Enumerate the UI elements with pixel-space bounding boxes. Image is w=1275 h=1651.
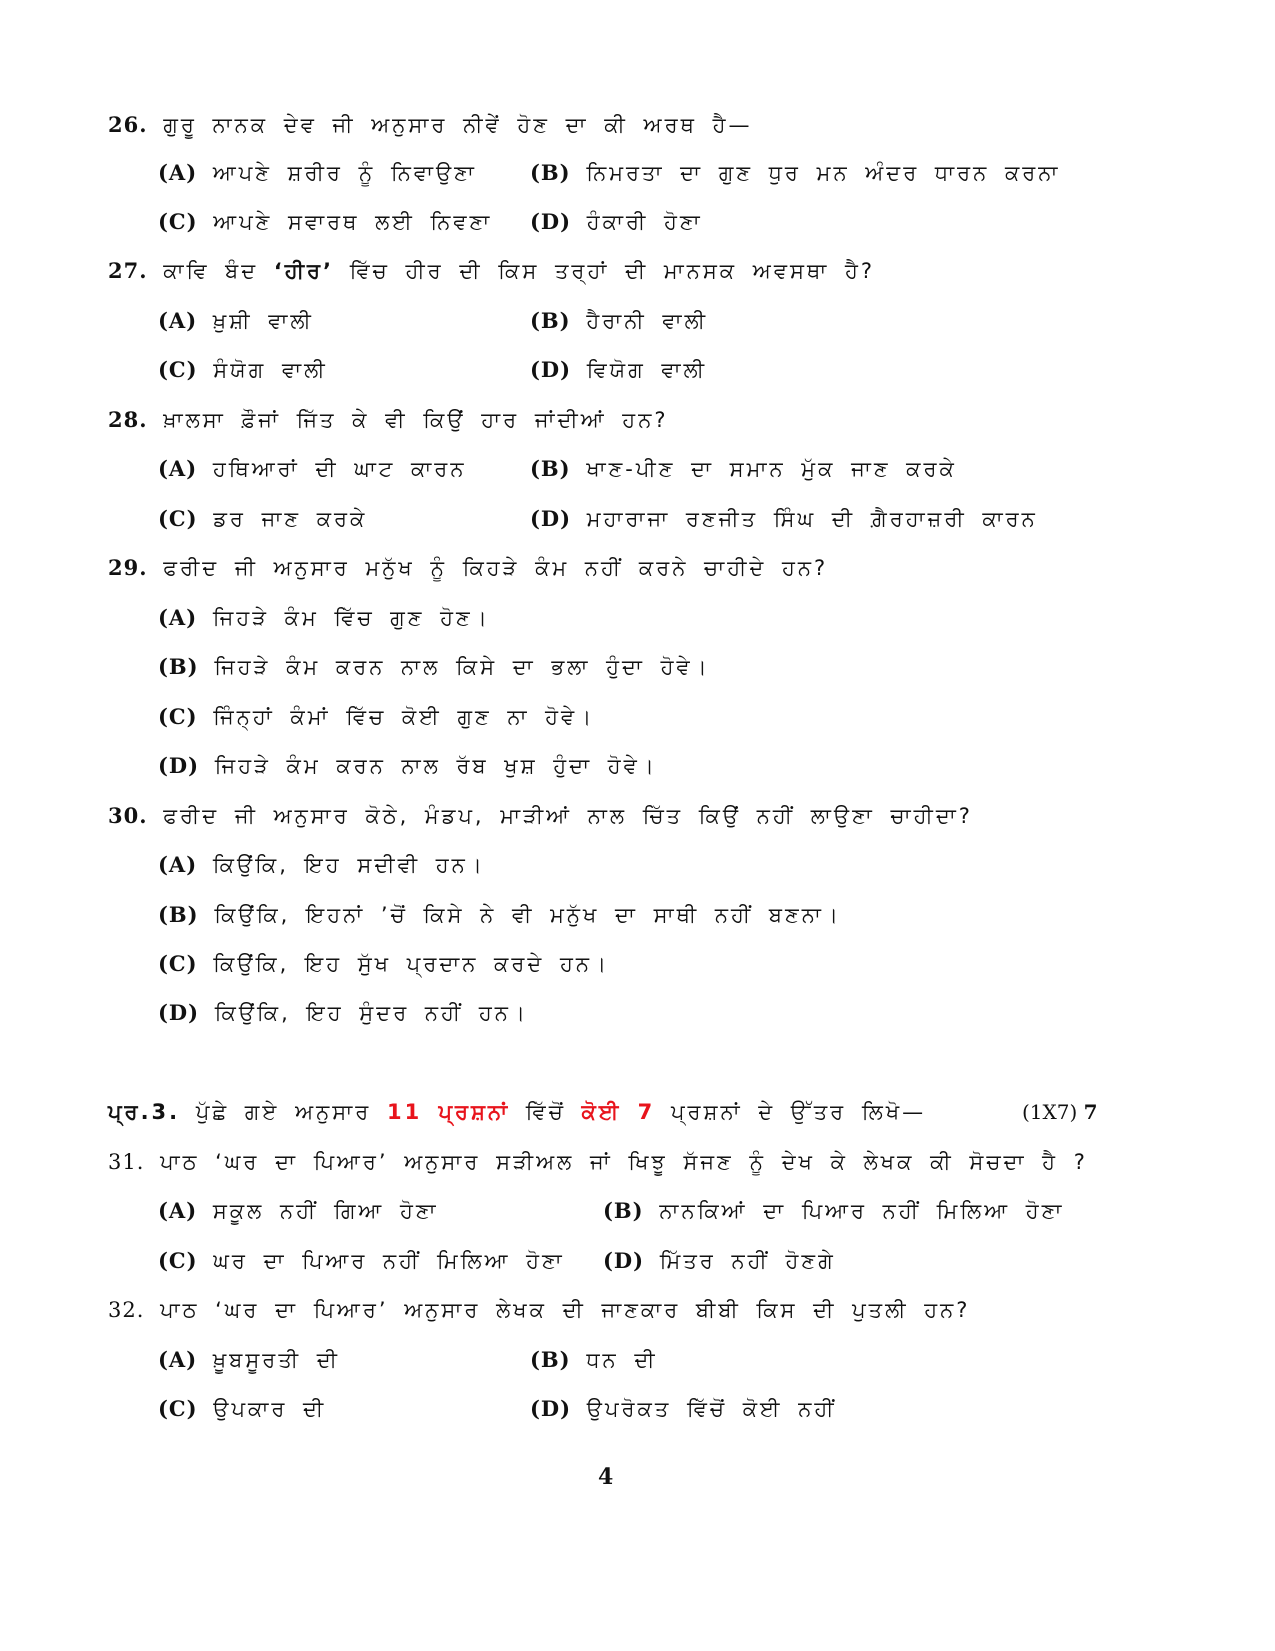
question-text-bold: ‘ਹੀਰ’ bbox=[273, 259, 335, 283]
option-26-b bbox=[530, 158, 1060, 188]
option-29-c bbox=[158, 702, 594, 732]
option-31-c bbox=[158, 1246, 565, 1276]
option-label: (A) bbox=[158, 605, 198, 630]
option-31-b bbox=[603, 1196, 1064, 1226]
option-27-d bbox=[530, 355, 707, 385]
option-27-a bbox=[158, 306, 314, 336]
option-label: (C) bbox=[158, 704, 198, 729]
option-label: (A) bbox=[158, 1347, 198, 1372]
question-31 bbox=[108, 1147, 1088, 1177]
section-prefix: ਪ੍ਰ.3. bbox=[108, 1100, 181, 1124]
option-label: (B) bbox=[158, 654, 199, 679]
question-number: 27. bbox=[108, 258, 148, 283]
option-label: (C) bbox=[158, 209, 198, 234]
option-text: ਵਿਯੋਗ ਵਾਲੀ bbox=[586, 358, 708, 382]
section-text-1: ਪੁੱਛੇ ਗਏ ਅਨੁਸਾਰ bbox=[180, 1100, 387, 1124]
option-label: (B) bbox=[530, 456, 571, 481]
question-text: ਫਰੀਦ ਜੀ ਅਨੁਸਾਰ ਕੋਠੇ, ਮੰਡਪ, ਮਾੜੀਆਂ ਨਾਲ ਚਿੱਤ ਕਿਉਂ ਨਹੀਂ ਲਾਉਣਾ ਚਾਹੀਦਾ? bbox=[163, 804, 973, 828]
option-label: (A) bbox=[158, 456, 198, 481]
marks-formula: (1X7) bbox=[1022, 1100, 1078, 1124]
option-label: (A) bbox=[158, 852, 198, 877]
option-text: ਖ਼ੁਸ਼ੀ ਵਾਲੀ bbox=[212, 309, 314, 333]
option-label: (B) bbox=[530, 1347, 571, 1372]
question-text: ਪਾਠ ‘ਘਰ ਦਾ ਪਿਆਰ’ ਅਨੁਸਾਰ ਲੇਖਕ ਦੀ ਜਾਣਕਾਰ ਬੀਬੀ ਕਿਸ ਦੀ ਪੁਤਲੀ ਹਨ? bbox=[160, 1298, 971, 1322]
option-label: (C) bbox=[158, 1396, 198, 1421]
question-text-pre: ਕਾਵਿ ਬੰਦ bbox=[163, 259, 274, 283]
option-label: (B) bbox=[603, 1198, 644, 1223]
question-number: 32. bbox=[108, 1298, 145, 1322]
option-text: ਸੰਯੋਗ ਵਾਲੀ bbox=[213, 358, 328, 382]
option-32-c bbox=[158, 1394, 326, 1424]
option-29-b bbox=[158, 652, 710, 682]
option-32-d bbox=[530, 1394, 837, 1424]
option-label: (C) bbox=[158, 1248, 198, 1273]
option-text: ਕਿਉਂਕਿ, ਇਹ ਸੁੰਦਰ ਨਹੀਂ ਹਨ। bbox=[214, 1001, 529, 1025]
option-30-a bbox=[158, 850, 485, 880]
option-label: (B) bbox=[530, 160, 571, 185]
section-heading bbox=[108, 1097, 926, 1127]
option-26-a bbox=[158, 158, 477, 188]
option-text: ਖਾਣ-ਪੀਣ ਦਾ ਸਮਾਨ ਮੁੱਕ ਜਾਣ ਕਰਕੇ bbox=[586, 457, 957, 481]
question-text-post: ਵਿੱਚ ਹੀਰ ਦੀ ਕਿਸ ਤਰ੍ਹਾਂ ਦੀ ਮਾਨਸਕ ਅਵਸਥਾ ਹੈ? bbox=[334, 259, 876, 283]
section-count-highlight: 11 ਪ੍ਰਸ਼ਨਾਂ bbox=[386, 1100, 511, 1124]
option-text: ਆਪਣੇ ਸਵਾਰਥ ਲਈ ਨਿਵਣਾ bbox=[213, 210, 493, 234]
option-26-c bbox=[158, 207, 492, 237]
page-number: 4 bbox=[598, 1464, 614, 1490]
question-text: ਖ਼ਾਲਸਾ ਫ਼ੌਜਾਂ ਜਿੱਤ ਕੇ ਵੀ ਕਿਉਂ ਹਾਰ ਜਾਂਦੀਆਂ ਹਨ? bbox=[163, 408, 669, 432]
option-text: ਘਰ ਦਾ ਪਿਆਰ ਨਹੀਂ ਮਿਲਿਆ ਹੋਣਾ bbox=[213, 1249, 565, 1273]
option-text: ਧਨ ਦੀ bbox=[586, 1348, 658, 1372]
option-text: ਮਿੱਤਰ ਨਹੀਂ ਹੋਣਗੇ bbox=[659, 1249, 836, 1273]
option-text: ਜਿਹੜੇ ਕੰਮ ਕਰਨ ਨਾਲ ਕਿਸੇ ਦਾ ਭਲਾ ਹੁੰਦਾ ਹੋਵੇ। bbox=[214, 655, 710, 679]
option-label: (C) bbox=[158, 357, 198, 382]
option-text: ਹੈਰਾਨੀ ਵਾਲੀ bbox=[586, 309, 709, 333]
option-28-b bbox=[530, 454, 957, 484]
option-label: (D) bbox=[530, 357, 572, 382]
option-text: ਜਿੰਨ੍ਹਾਂ ਕੰਮਾਂ ਵਿੱਚ ਕੋਈ ਗੁਣ ਨਾ ਹੋਵੇ। bbox=[213, 705, 595, 729]
option-31-a bbox=[158, 1196, 439, 1226]
option-28-d bbox=[530, 504, 1038, 534]
option-29-d bbox=[158, 751, 657, 781]
option-label: (A) bbox=[158, 308, 198, 333]
option-28-a bbox=[158, 454, 466, 484]
section-text-3: ਪ੍ਰਸ਼ਨਾਂ ਦੇ ਉੱਤਰ ਲਿਖੋ— bbox=[655, 1100, 927, 1124]
question-text: ਗੁਰੂ ਨਾਨਕ ਦੇਵ ਜੀ ਅਨੁਸਾਰ ਨੀਵੇਂ ਹੋਣ ਦਾ ਕੀ ਅਰਥ ਹੈ— bbox=[163, 113, 753, 137]
option-label: (B) bbox=[158, 902, 199, 927]
option-label: (D) bbox=[158, 1000, 200, 1025]
option-26-d bbox=[530, 207, 703, 237]
option-27-c bbox=[158, 355, 328, 385]
option-29-a bbox=[158, 603, 490, 633]
question-text: ਫਰੀਦ ਜੀ ਅਨੁਸਾਰ ਮਨੁੱਖ ਨੂੰ ਕਿਹੜੇ ਕੰਮ ਨਹੀਂ ਕਰਨੇ ਚਾਹੀਦੇ ਹਨ? bbox=[163, 556, 829, 580]
option-text: ਕਿਉਂਕਿ, ਇਹਨਾਂ ’ਚੋਂ ਕਿਸੇ ਨੇ ਵੀ ਮਨੁੱਖ ਦਾ ਸਾਥੀ ਨਹੀਂ ਬਣਨਾ। bbox=[214, 903, 841, 927]
option-label: (A) bbox=[158, 160, 198, 185]
section-text-2: ਵਿੱਚੋਂ bbox=[510, 1100, 582, 1124]
option-label: (C) bbox=[158, 951, 198, 976]
question-30 bbox=[108, 801, 973, 831]
option-label: (D) bbox=[530, 209, 572, 234]
option-text: ਕਿਉਂਕਿ, ਇਹ ਸਦੀਵੀ ਹਨ। bbox=[212, 853, 485, 877]
question-number: 30. bbox=[108, 803, 148, 828]
option-text: ਮਹਾਰਾਜਾ ਰਣਜੀਤ ਸਿੰਘ ਦੀ ਗ਼ੈਰਹਾਜ਼ਰੀ ਕਾਰਨ bbox=[586, 507, 1038, 531]
option-text: ਜਿਹੜੇ ਕੰਮ ਕਰਨ ਨਾਲ ਰੱਬ ਖੁਸ਼ ਹੁੰਦਾ ਹੋਵੇ। bbox=[214, 754, 657, 778]
option-32-a bbox=[158, 1345, 340, 1375]
option-label: (A) bbox=[158, 1198, 198, 1223]
question-29 bbox=[108, 553, 828, 583]
option-text: ਕਿਉਂਕਿ, ਇਹ ਸੁੱਖ ਪ੍ਰਦਾਨ ਕਰਦੇ ਹਨ। bbox=[213, 952, 610, 976]
option-text: ਆਪਣੇ ਸ਼ਰੀਰ ਨੂੰ ਨਿਵਾਉਣਾ bbox=[212, 161, 477, 185]
option-text: ਖ਼ੂਬਸੂਰਤੀ ਦੀ bbox=[212, 1348, 340, 1372]
option-label: (D) bbox=[158, 753, 200, 778]
option-30-c bbox=[158, 949, 609, 979]
option-label: (D) bbox=[530, 1396, 572, 1421]
option-text: ਉਪਰੋਕਤ ਵਿੱਚੋਂ ਕੋਈ ਨਹੀਂ bbox=[586, 1397, 837, 1421]
option-label: (D) bbox=[603, 1248, 645, 1273]
option-text: ਜਿਹੜੇ ਕੰਮ ਵਿੱਚ ਗੁਣ ਹੋਣ। bbox=[212, 606, 490, 630]
question-text: ਪਾਠ ‘ਘਰ ਦਾ ਪਿਆਰ’ ਅਨੁਸਾਰ ਸੜੀਅਲ ਜਾਂ ਖਿਝੂ ਸੱਜਣ ਨੂੰ ਦੇਖ ਕੇ ਲੇਖਕ ਕੀ ਸੋਚਦਾ ਹੈ ? bbox=[160, 1150, 1088, 1174]
option-text: ਉਪਕਾਰ ਦੀ bbox=[213, 1397, 327, 1421]
option-label: (C) bbox=[158, 506, 198, 531]
option-28-c bbox=[158, 504, 367, 534]
option-label: (B) bbox=[530, 308, 571, 333]
question-27 bbox=[108, 256, 875, 286]
section-choice-highlight: ਕੋਈ 7 bbox=[581, 1100, 656, 1124]
option-text: ਨਿਮਰਤਾ ਦਾ ਗੁਣ ਧੁਰ ਮਨ ਅੰਦਰ ਧਾਰਨ ਕਰਨਾ bbox=[586, 161, 1061, 185]
option-27-b bbox=[530, 306, 708, 336]
section-marks bbox=[1022, 1097, 1098, 1127]
question-26 bbox=[108, 110, 752, 140]
question-number: 31. bbox=[108, 1150, 145, 1174]
option-text: ਹੰਕਾਰੀ ਹੋਣਾ bbox=[586, 210, 703, 234]
option-32-b bbox=[530, 1345, 658, 1375]
marks-total: 7 bbox=[1083, 1100, 1098, 1124]
question-number: 26. bbox=[108, 112, 148, 137]
question-32 bbox=[108, 1295, 970, 1325]
question-number: 28. bbox=[108, 407, 148, 432]
option-30-b bbox=[158, 900, 841, 930]
question-28 bbox=[108, 405, 668, 435]
option-text: ਸਕੂਲ ਨਹੀਂ ਗਿਆ ਹੋਣਾ bbox=[212, 1199, 439, 1223]
option-text: ਹਥਿਆਰਾਂ ਦੀ ਘਾਟ ਕਾਰਨ bbox=[212, 457, 467, 481]
option-30-d bbox=[158, 998, 528, 1028]
option-text: ਨਾਨਕਿਆਂ ਦਾ ਪਿਆਰ ਨਹੀਂ ਮਿਲਿਆ ਹੋਣਾ bbox=[659, 1199, 1065, 1223]
option-label: (D) bbox=[530, 506, 572, 531]
option-31-d bbox=[603, 1246, 836, 1276]
option-text: ਡਰ ਜਾਣ ਕਰਕੇ bbox=[213, 507, 368, 531]
question-number: 29. bbox=[108, 555, 148, 580]
